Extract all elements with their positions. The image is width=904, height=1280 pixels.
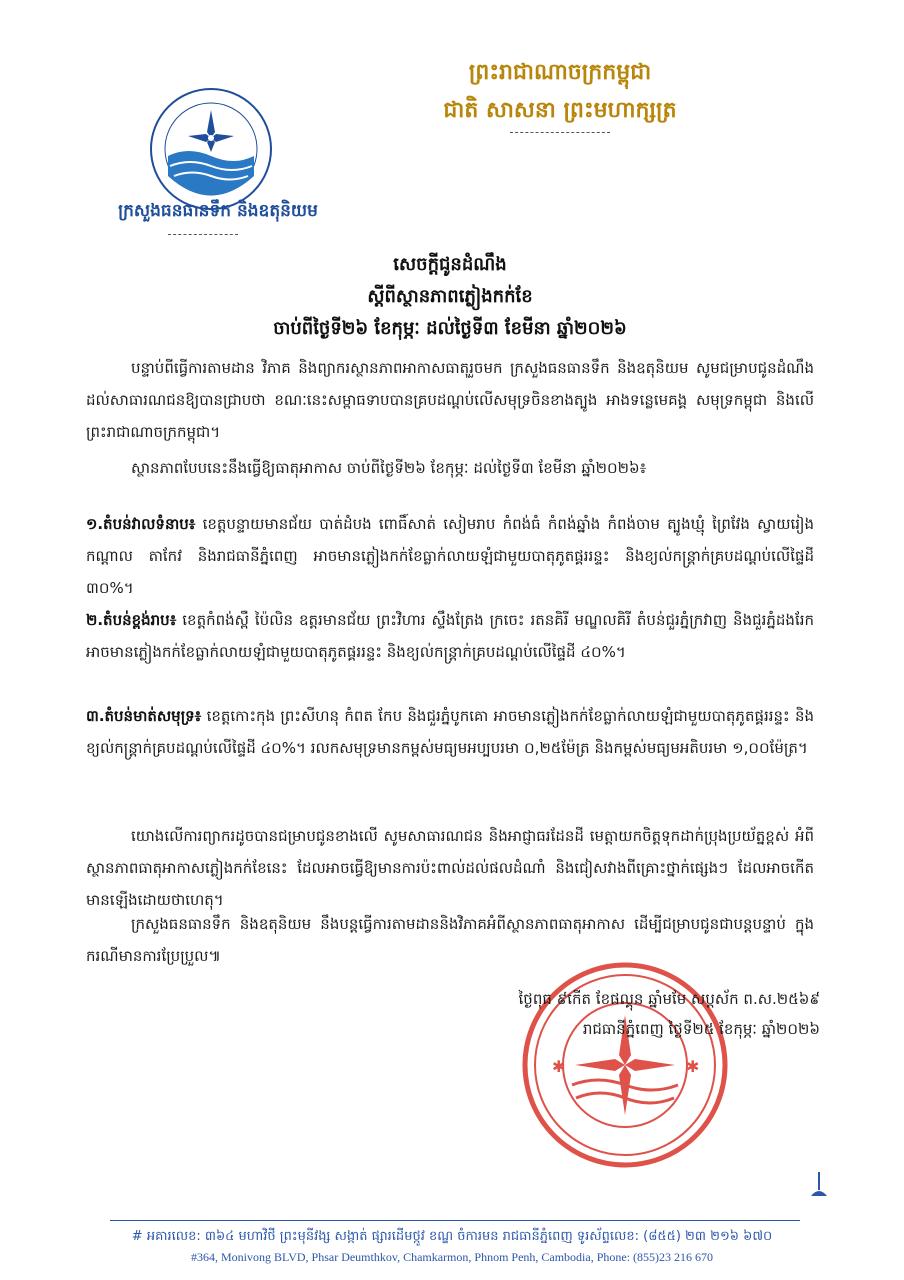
closing-paragraph: ក្រសួងធនធានទឹក និងឧតុនិយម នឹងបន្តធ្វើការតាមដាននិងវិភាគអំពីស្ថានភាពធាតុអាកាស ដើម្បីជម្រាបជូនជាបន្តបន្ទាប់ ក្នុងករណីមានការប្រែប្រួល៕ xyxy=(86,915,814,965)
ministry-logo xyxy=(148,86,274,212)
zone-plateau-text: ខេត្តកំពង់ស្ពឺ ប៉ៃលិន ឧត្តរមានជ័យ ព្រះវិហារ ស្ទឹងត្រែង ក្រចេះ រតនគិរី មណ្ឌលគិរី តំបន់ជួរភ្នំក្រវាញ និងជួរភ្នំដងរែក អាចមានភ្លៀងកក់ខែធ្លាក់លាយឡំជាមួយបាតុភូតផ្គររន្ទះ និងខ្យល់កន្ត្រាក់គ្របដណ្តប់លើផ្ទៃដី ៤០%។ xyxy=(86,611,814,661)
period-paragraph: ស្ថានភាពបែបនេះនឹងធ្វើឱ្យធាតុអាកាស ចាប់ពីថ្ងៃទី២៦ ខែកុម្ភៈ ដល់ថ្ងៃទី៣ ខែមីនា ឆ្នាំ២០២៦៖ xyxy=(131,459,647,477)
ministry-name: ក្រសួងធនធានទឹក និងឧតុនិយម xyxy=(118,201,318,221)
document-period: ចាប់ពីថ្ងៃទី២៦ ខែកុម្ភៈ ដល់ថ្ងៃទី៣ ខែមីនា ឆ្នាំ២០២៦ xyxy=(273,318,627,339)
kingdom-heading: ព្រះរាជាណាចក្រកម្ពុជា xyxy=(468,60,652,85)
footer-address-english: #364, Monivong BLVD, Phsar Deumthkov, Chamkarmon, Phnom Penh, Cambodia, Phone: (855)23 216 670 xyxy=(190,1250,714,1264)
intro-paragraph: បន្ទាប់ពីធ្វើការតាមដាន វិភាគ និងព្យាករស្ថានភាពអាកាសធាតុរួចមក ក្រសួងធនធានទឹក និងឧតុនិយម សូមជម្រាបជូនដំណឹងដល់សាធារណជនឱ្យបានជ្រាបថា ខណៈនេះសម្ពាធទាបបានគ្របដណ្តប់លើសមុទ្រចិនខាងត្បូង អាងទន្លេមេគង្គ សមុទ្រកម្ពុជា និងលើព្រះរាជាណាចក្រកម្ពុជា។ xyxy=(86,359,814,441)
zone-lowland-heading: ១.តំបន់វាលទំនាប៖ xyxy=(86,515,196,533)
footer-divider xyxy=(110,1220,800,1221)
zone-lowland-paragraph xyxy=(86,508,814,604)
bell-icon xyxy=(808,1170,830,1200)
svg-text:✱: ✱ xyxy=(686,1057,700,1076)
zone-plateau-paragraph xyxy=(86,604,814,668)
solar-date: រាជធានីភ្នំពេញ ថ្ងៃទី២៥ ខែកុម្ភៈ ឆ្នាំ២០២៦ xyxy=(582,1020,820,1038)
zone-coastal-text: ខេត្តកោះកុង ព្រះសីហនុ កំពត កែប និងជួរភ្នំបូកគោ អាចមានភ្លៀងកក់ខែធ្លាក់លាយឡំជាមួយបាតុភូតផ្គររន្ទះ និងខ្យល់កន្ត្រាក់គ្របដណ្តប់លើផ្ទៃដី ៤០%។ រលកសមុទ្រមានកម្ពស់មធ្យមអប្បបរមា ០,២៥ម៉ែត្រ និងកម្ពស់មធ្យមអតិបរមា ១,០០ម៉ែត្រ។ xyxy=(86,707,814,757)
document-subject: ស្តីពីស្ថានភាពភ្លៀងកក់ខែ xyxy=(367,286,533,307)
svg-text:✱: ✱ xyxy=(552,1057,566,1076)
zone-plateau-heading: ២.តំបន់ខ្ពង់រាប៖ xyxy=(86,611,177,629)
zone-coastal-heading: ៣.តំបន់មាត់សមុទ្រ៖ xyxy=(86,707,202,725)
zone-lowland-text: ខេត្តបន្ទាយមានជ័យ បាត់ដំបង ពោធិ៍សាត់ សៀមរាប កំពង់ធំ កំពង់ឆ្នាំង កំពង់ចាម ត្បូងឃ្មុំ ព្រៃវែង ស្វាយរៀង កណ្តាល តាកែវ និងរាជធានីភ្នំពេញ អាចមានភ្លៀងកក់ខែធ្លាក់លាយឡំជាមួយបាតុភូតផ្គររន្ទះ និងខ្យល់កន្ត្រាក់គ្របដណ្តប់លើផ្ទៃដី ៣០%។ xyxy=(86,515,814,597)
zone-coastal-paragraph xyxy=(86,700,814,764)
motto-divider xyxy=(510,132,610,133)
logo-divider xyxy=(168,234,238,235)
footer-address-khmer: # អគារលេខ: ៣៦៤ មហាវិថី ព្រះមុនីវង្ស សង្កាត់ ផ្សារដើមថ្កូវ ខណ្ឌ ចំការមន រាជធានីភ្នំពេញ ទូរស័ព្ទលេខ: (៨៥៥) ២៣ ២១៦ ៦៧០ xyxy=(131,1229,773,1244)
advice-paragraph: យោងលើការព្យាករដូចបានជម្រាបជូនខាងលើ សូមសាធារណជន និងអាជ្ញាធរដែនដី មេត្តាយកចិត្តទុកដាក់ប្រុងប្រយ័ត្នខ្ពស់ អំពីស្ថានភាពធាតុអាកាសភ្លៀងកក់ខែនេះ ដែលអាចធ្វើឱ្យមានការប៉ះពាល់ដល់ផលដំណាំ និងជៀសវាងពីគ្រោះថ្នាក់ផ្សេងៗ ដែលអាចកើតមានឡើងដោយថាហេតុ។ xyxy=(86,827,814,909)
document-title: សេចក្តីជូនដំណឹង xyxy=(393,254,507,275)
lunar-date: ថ្ងៃពុធ ៩កើត ខែផល្គុន ឆ្នាំមមែ សប្តស័ក ព.ស.២៥៦៩ xyxy=(518,990,820,1008)
national-motto: ជាតិ សាសនា ព្រះមហាក្សត្រ xyxy=(443,98,677,123)
